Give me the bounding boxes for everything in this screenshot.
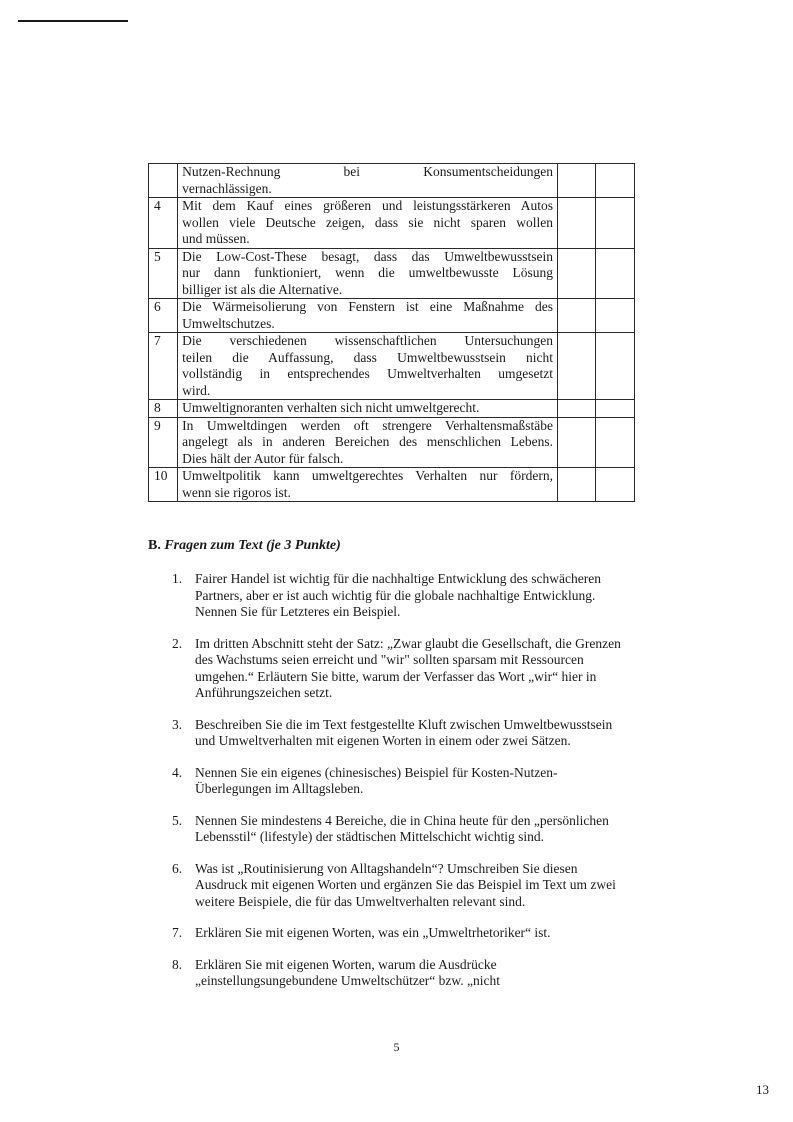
answer-cell-richtig[interactable]	[557, 417, 596, 468]
question-line: Nennen Sie ein eigenes (chinesisches) Beispiel für Kosten-Nutzen-	[195, 764, 558, 780]
question-line: weitere Beispiele, die für das Umweltverhalten relevant sind.	[195, 893, 526, 909]
question-number: 6.	[172, 860, 183, 876]
question-number: 5.	[172, 812, 183, 828]
question-list	[172, 571, 662, 1005]
section-title: Fragen zum Text (je 3 Punkte)	[164, 538, 341, 553]
statement-text	[178, 164, 558, 198]
question-line: Partners, aber er ist auch wichtig für die globale nachhaltige Entwicklung.	[195, 587, 596, 603]
question-line: Nennen Sie mindestens 4 Bereiche, die in China heute für den „persönlichen	[195, 812, 609, 828]
statement-text	[178, 299, 558, 333]
table-row	[149, 198, 635, 249]
table-row	[149, 164, 635, 198]
statement-line: und müssen.	[182, 231, 250, 246]
question-line: Ausdruck mit eigenen Worten und ergänzen Sie das Beispiel im Text um zwei	[195, 877, 616, 892]
list-item	[172, 861, 662, 911]
statement-line: vernachlässigen.	[182, 180, 272, 196]
answer-cell-richtig[interactable]	[557, 248, 596, 299]
sheet-number: 13	[756, 1082, 769, 1097]
statement-line: teilen die Auffassung, dass Umweltbewusstsein nicht	[182, 349, 553, 365]
row-number: 6	[149, 299, 178, 333]
question-line: Was ist „Routinisierung von Alltagshandeln“? Umschreiben Sie diesen	[195, 860, 578, 876]
question-text	[195, 765, 662, 798]
list-item	[172, 957, 662, 990]
table-row	[149, 400, 635, 418]
question-line: Fairer Handel ist wichtig für die nachhaltige Entwicklung des schwächeren	[195, 571, 601, 586]
question-number: 3.	[172, 716, 183, 732]
question-number: 2.	[172, 635, 183, 651]
statement-line: Umweltignoranten verhalten sich nicht umweltgerecht.	[182, 400, 480, 415]
question-line: umgehen.“ Erläutern Sie bitte, warum der Verfasser das Wort „wir“ hier in	[195, 668, 597, 684]
answer-cell-falsch[interactable]	[596, 164, 635, 198]
answer-cell-richtig[interactable]	[557, 400, 596, 418]
answer-cell-falsch[interactable]	[596, 299, 635, 333]
question-line: Erklären Sie mit eigenen Worten, warum die Ausdrücke	[195, 956, 497, 972]
statement-line: Nutzen-Rechnung bei Konsumentscheidungen	[182, 164, 553, 179]
statement-text	[178, 248, 558, 299]
question-line: Erklären Sie mit eigenen Worten, was ein „Umweltrhetoriker“ ist.	[195, 925, 551, 940]
list-item	[172, 925, 662, 942]
statement-line: angelegt als in anderen Bereichen des menschlichen Lebens.	[182, 434, 553, 449]
statement-line: Umweltpolitik kann umweltgerechtes Verhalten nur fördern,	[182, 468, 553, 483]
statement-line: wird.	[182, 382, 211, 398]
question-text	[195, 861, 662, 911]
row-number: 8	[149, 400, 178, 418]
table-row	[149, 248, 635, 299]
statement-line: In Umweltdingen werden oft strengere Verhaltensmaßstäbe	[182, 417, 553, 433]
question-number: 7.	[172, 925, 183, 940]
row-number: 4	[149, 198, 178, 249]
list-item	[172, 717, 662, 750]
answer-cell-richtig[interactable]	[557, 333, 596, 400]
statement-text	[178, 400, 558, 418]
statement-line: Mit dem Kauf eines größeren und leistungsstärkeren Autos	[182, 198, 553, 213]
question-text	[195, 957, 662, 990]
section-heading	[148, 538, 341, 554]
row-number	[149, 164, 178, 198]
question-number: 1.	[172, 571, 183, 586]
question-line: des Wachstums seien erreicht und "wir" sollten sparsam mit Ressourcen	[195, 652, 584, 667]
statement-text	[178, 333, 558, 400]
statement-line: Dies hält der Autor für falsch.	[182, 450, 344, 466]
question-text	[195, 925, 662, 942]
question-line: „einstellungsungebundene Umweltschützer“ bzw. „nicht	[195, 973, 501, 988]
question-text	[195, 717, 662, 750]
answer-cell-falsch[interactable]	[596, 417, 635, 468]
row-number: 10	[149, 468, 178, 502]
question-text	[195, 813, 662, 846]
answer-cell-richtig[interactable]	[557, 198, 596, 249]
statement-line: nur dann funktioniert, wenn die umweltbewusste Lösung	[182, 265, 553, 280]
section-letter: B.	[148, 538, 161, 553]
statement-text	[178, 417, 558, 468]
list-item	[172, 765, 662, 798]
row-number: 7	[149, 333, 178, 400]
list-item	[172, 636, 662, 702]
statement-line: wollen viele Deutsche zeigen, dass sie nicht sparen wollen	[182, 214, 553, 230]
list-item	[172, 813, 662, 846]
statement-line: Die Wärmeisolierung von Fenstern ist eine Maßnahme des	[182, 299, 553, 314]
question-line: Überlegungen im Alltagsleben.	[195, 781, 364, 796]
statements-table	[148, 163, 635, 502]
statement-text	[178, 198, 558, 249]
question-line: Anführungszeichen setzt.	[195, 685, 333, 700]
statement-line: vollständig in entsprechendes Umweltverhalten umgesetzt	[182, 366, 553, 381]
list-item	[172, 571, 662, 621]
top-rule	[18, 20, 128, 22]
question-text	[195, 636, 662, 702]
statement-line: Umweltschutzes.	[182, 315, 275, 331]
row-number: 5	[149, 248, 178, 299]
question-line: Im dritten Abschnitt steht der Satz: „Zwar glaubt die Gesellschaft, die Grenzen	[195, 635, 621, 651]
question-line: Lebensstil“ (lifestyle) der städtischen Mittelschicht wichtig sind.	[195, 829, 545, 844]
question-line: Beschreiben Sie die im Text festgestellte Kluft zwischen Umweltbewusstsein	[195, 716, 613, 732]
question-line: und Umweltverhalten mit eigenen Worten in einem oder zwei Sätzen.	[195, 733, 571, 748]
answer-cell-richtig[interactable]	[557, 299, 596, 333]
table-row	[149, 468, 635, 502]
question-line: Nennen Sie für Letzteres ein Beispiel.	[195, 604, 401, 619]
question-number: 8.	[172, 956, 183, 972]
answer-cell-falsch[interactable]	[596, 400, 635, 418]
statement-text	[178, 468, 558, 502]
answer-cell-falsch[interactable]	[596, 333, 635, 400]
statement-line: wenn sie rigoros ist.	[182, 484, 291, 500]
table-row	[149, 333, 635, 400]
answer-cell-richtig[interactable]	[557, 164, 596, 198]
answer-cell-falsch[interactable]	[596, 468, 635, 502]
answer-cell-richtig[interactable]	[557, 468, 596, 502]
statement-line: Die Low-Cost-These besagt, dass das Umweltbewusstsein	[182, 248, 553, 264]
statement-line: billiger ist als die Alternative.	[182, 281, 343, 297]
question-text	[195, 571, 662, 621]
answer-cell-falsch[interactable]	[596, 198, 635, 249]
statement-line: Die verschiedenen wissenschaftlichen Untersuchungen	[182, 333, 553, 348]
table-row	[149, 299, 635, 333]
page-number: 5	[393, 1040, 400, 1054]
table-row	[149, 417, 635, 468]
row-number: 9	[149, 417, 178, 468]
answer-cell-falsch[interactable]	[596, 248, 635, 299]
question-number: 4.	[172, 764, 183, 780]
